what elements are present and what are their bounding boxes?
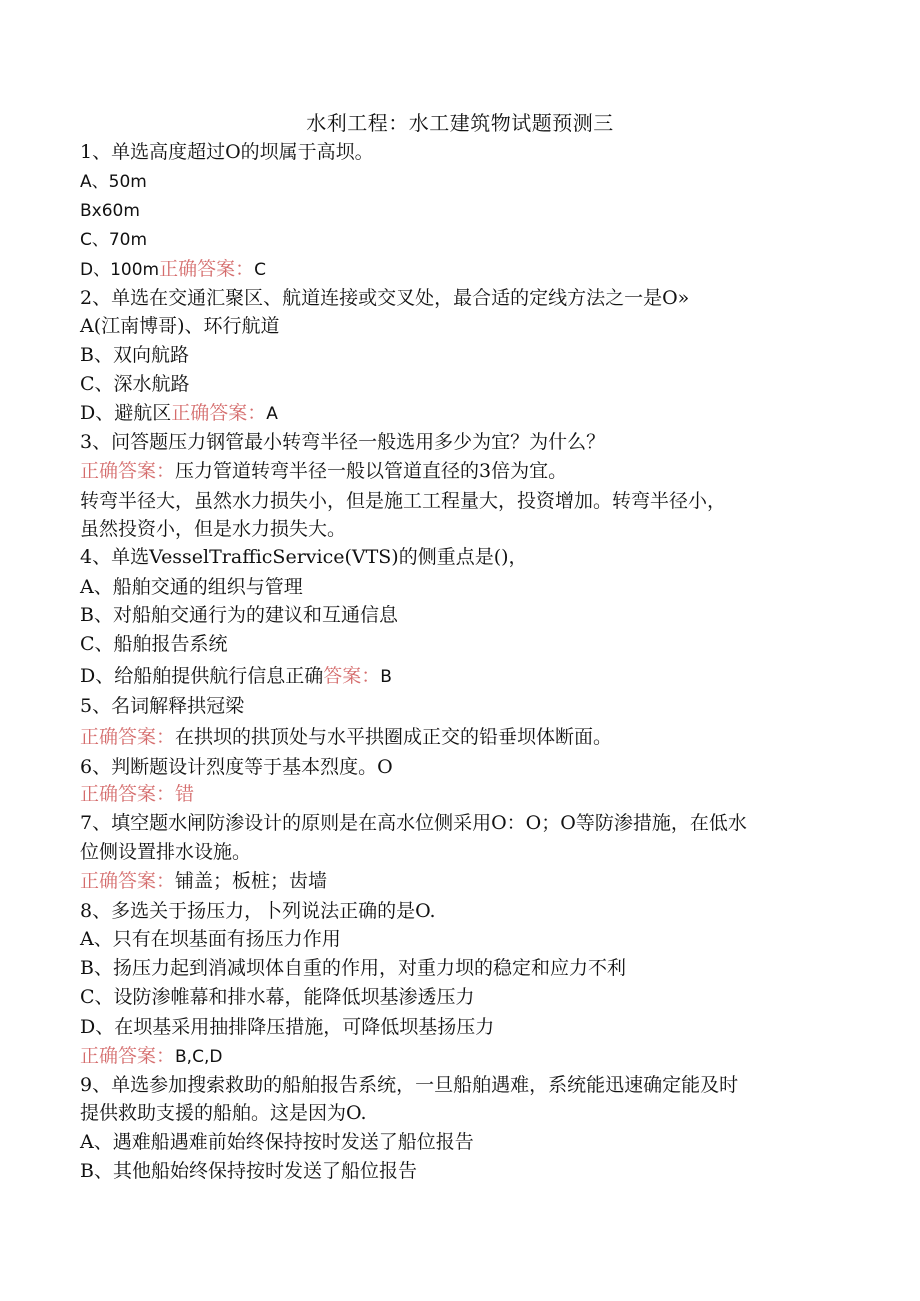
question-2-stem: 2、单选在交通汇聚区、航道连接或交叉处，最合适的定线方法之一是O» [80, 287, 690, 309]
question-5-answer: 在拱坝的拱顶处与水平拱圈成正交的铅垂坝体断面。 [175, 726, 613, 748]
question-3-answer-row [80, 457, 840, 485]
question-2-option-d: D、避航区 [80, 402, 172, 424]
question-8-option-d: D、在坝基采用抽排降压措施，可降低坝基扬压力 [80, 1016, 495, 1038]
question-8-answer-row [80, 1042, 840, 1071]
question-7-answer-row [80, 867, 840, 895]
answer-label: 正确答案： [80, 783, 176, 805]
answer-label: 正确答案： [159, 258, 255, 280]
question-4-option-d-row [80, 662, 840, 691]
question-7-stem-line-2: 位侧设置排水设施。 [80, 841, 252, 863]
question-7-answer: 铺盖；板桩；齿墙 [175, 870, 328, 892]
question-4-option-b: B、对船舶交通行为的建议和互通信息 [80, 604, 398, 626]
answer-label: 答案： [323, 665, 381, 687]
question-8-option-c: C、设防渗帷幕和排水幕，能降低坝基渗透压力 [80, 986, 475, 1008]
question-6-stem: 6、判断题设计烈度等于基本烈度。O [80, 756, 393, 778]
question-3-explanation-line-1: 转弯半径大，虽然水力损失小，但是施工工程量大，投资增加。转弯半径小， [80, 490, 727, 512]
question-1-option-a: A、50m [80, 172, 147, 192]
answer-label: 正确答案： [171, 402, 267, 424]
question-4-answer: B [380, 667, 392, 687]
question-1-answer: C [254, 260, 266, 280]
question-1-option-b: Bx60m [80, 201, 140, 221]
question-2-option-a: A(江南博哥)、环行航道 [80, 315, 280, 337]
question-1-option-c: C、70m [80, 230, 148, 250]
question-6-answer-row [80, 780, 840, 808]
question-4-option-c: C、船舶报告系统 [80, 633, 228, 655]
question-8-option-b: B、扬压力起到消减坝体自重的作用，对重力坝的稳定和应力不利 [80, 957, 626, 979]
question-9-option-b: B、其他船始终保持按时发送了船位报告 [80, 1160, 417, 1182]
question-2-answer: A [266, 404, 278, 424]
answer-label: 正确答案： [80, 1045, 176, 1067]
question-3-stem: 3、问答题压力钢管最小转弯半径一般选用多少为宜？为什么？ [80, 431, 606, 453]
question-2-option-c: C、深水航路 [80, 373, 190, 395]
answer-label: 正确答案： [80, 460, 176, 482]
question-1-option-d: D、100m [80, 260, 160, 280]
question-4-option-a: A、船舶交通的组织与管理 [80, 576, 303, 598]
question-1-option-d-row [80, 255, 840, 284]
answer-label: 正确答案： [80, 870, 176, 892]
question-5-stem: 5、名词解释拱冠梁 [80, 695, 245, 717]
question-8-option-a: A、只有在坝基面有扬压力作用 [80, 928, 341, 950]
question-2-option-d-row [80, 399, 840, 428]
question-4-option-d: D、给船舶提供航行信息正确 [80, 665, 324, 687]
question-9-stem-line-2: 提供救助支援的船舶。这是因为O. [80, 1102, 367, 1124]
question-9-option-a: A、遇难船遇难前始终保持按时发送了船位报告 [80, 1131, 474, 1153]
question-2-option-b: B、双向航路 [80, 344, 189, 366]
question-8-stem: 8、多选关于扬压力，卜列说法正确的是O. [80, 900, 436, 922]
document-title: 水利工程：水工建筑物试题预测三 [306, 111, 614, 135]
question-6-answer: 错 [175, 783, 195, 805]
question-4-stem: 4、单选VesselTrafficService(VTS)的侧重点是()， [80, 546, 528, 568]
question-3-answer: 压力管道转弯半径一般以管道直径的3倍为宜。 [175, 460, 568, 482]
question-3-explanation-line-2: 虽然投资小，但是水力损失大。 [80, 518, 347, 540]
question-8-answer: B,C,D [175, 1047, 223, 1067]
answer-label: 正确答案： [80, 726, 176, 748]
question-1-stem: 1、单选高度超过O的坝属于高坝。 [80, 141, 374, 163]
question-9-stem-line-1: 9、单选参加搜索救助的船舶报告系统，一旦船舶遇难，系统能迅速确定能及时 [80, 1074, 739, 1096]
question-7-stem-line-1: 7、填空题水闸防渗设计的原则是在高水位侧采用O：O；O等防渗措施，在低水 [80, 812, 747, 834]
question-5-answer-row [80, 723, 840, 751]
